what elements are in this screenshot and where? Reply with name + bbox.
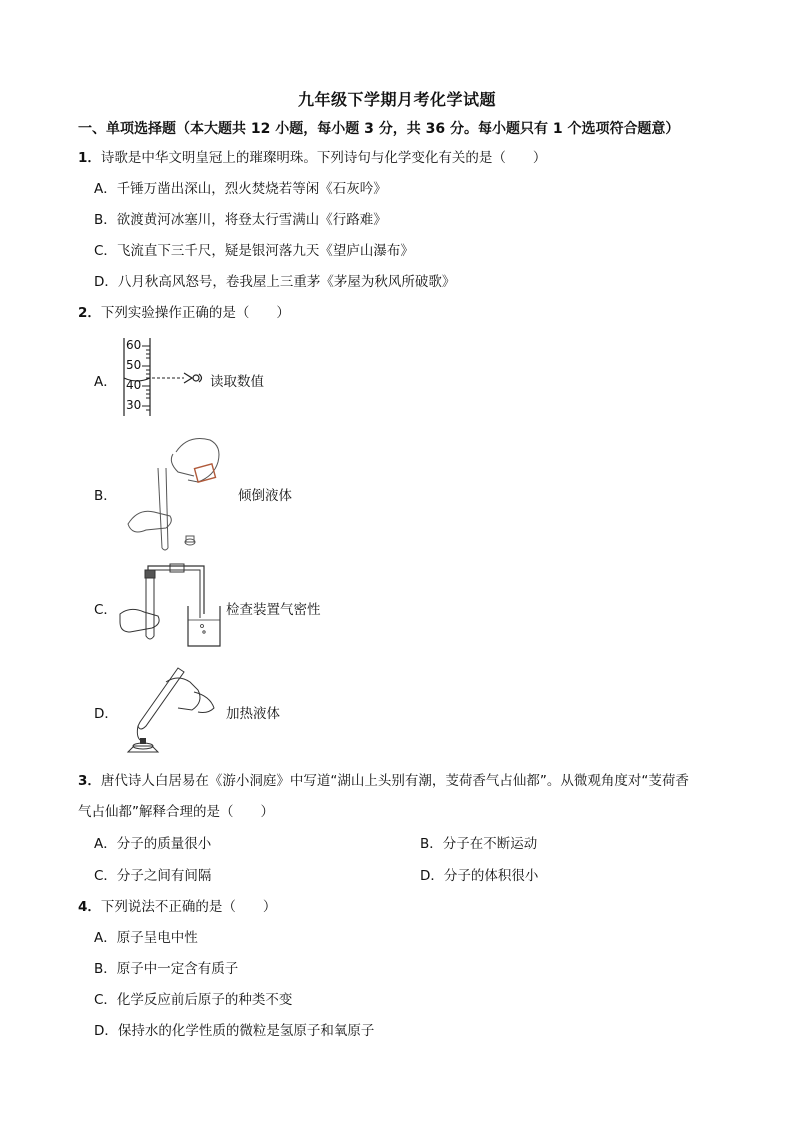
option-1d: D．八月秋高风怒号，卷我屋上三重茅《茅屋为秋风所破歌》 [94,274,456,290]
question-stem: 唐代诗人白居易在《游小洞庭》中写道“湖山上头别有潮，芰荷香气占仙都”。从微观角度对“芰荷香 [100,773,689,789]
option-2b-letter: B． [94,488,117,504]
question-number: 2． [78,305,101,321]
question-stem: 诗歌是中华文明皇冠上的璀璨明珠。下列诗句与化学变化有关的是（ ） [100,150,547,166]
option-4d: D．保持水的化学性质的微粒是氢原子和氧原子 [94,1023,375,1039]
option-1a: A．千锤万凿出深山，烈火焚烧若等闲《石灰吟》 [94,181,387,197]
question-4 [78,895,276,915]
option-3d: D．分子的体积很小 [420,868,539,884]
pouring-liquid-figure [118,432,228,552]
question-number: 3． [78,773,101,789]
scale-60: 60 [126,338,142,352]
question-number: 1． [78,150,101,166]
airtightness-figure [118,562,228,652]
option-1c: C．飞流直下三千尺，疑是银河落九天《望庐山瀑布》 [94,243,414,259]
page-title: 九年级下学期月考化学试题 [297,90,496,109]
question-3-continued: 气占仙都”解释合理的是（ ） [78,804,274,820]
question-stem: 下列说法不正确的是（ ） [100,899,277,915]
question-stem: 下列实验操作正确的是（ ） [100,305,290,321]
option-4a: A．原子呈电中性 [94,930,198,946]
option-3b: B．分子在不断运动 [420,836,538,852]
option-2b-caption: 倾倒液体 [238,488,292,504]
section-heading: 一、单项选择题（本大题共 12 小题，每小题 3 分，共 36 分。每小题只有 1 个选项符合题意） [78,121,680,137]
scale-50: 50 [126,358,142,372]
option-4b: B．原子中一定含有质子 [94,961,239,977]
question-1 [78,146,546,166]
option-1b: B．欲渡黄河冰塞川，将登太行雪满山《行路难》 [94,212,387,228]
question-3 [78,769,689,789]
option-3c: C．分子之间有间隔 [94,868,212,884]
scale-40: 40 [126,378,142,392]
option-2a-caption: 读取数值 [210,374,264,390]
option-2a-letter: A． [94,374,117,390]
option-3a: A．分子的质量很小 [94,836,212,852]
scale-30: 30 [126,398,142,412]
question-2 [78,301,290,321]
option-4c: C．化学反应前后原子的种类不变 [94,992,293,1008]
heating-liquid-figure [118,662,222,758]
option-2d-caption: 加热液体 [226,706,280,722]
option-2c-letter: C． [94,602,117,618]
option-2d-letter: D． [94,706,118,722]
option-2c-caption: 检查装置气密性 [226,602,321,618]
question-number: 4． [78,899,101,915]
